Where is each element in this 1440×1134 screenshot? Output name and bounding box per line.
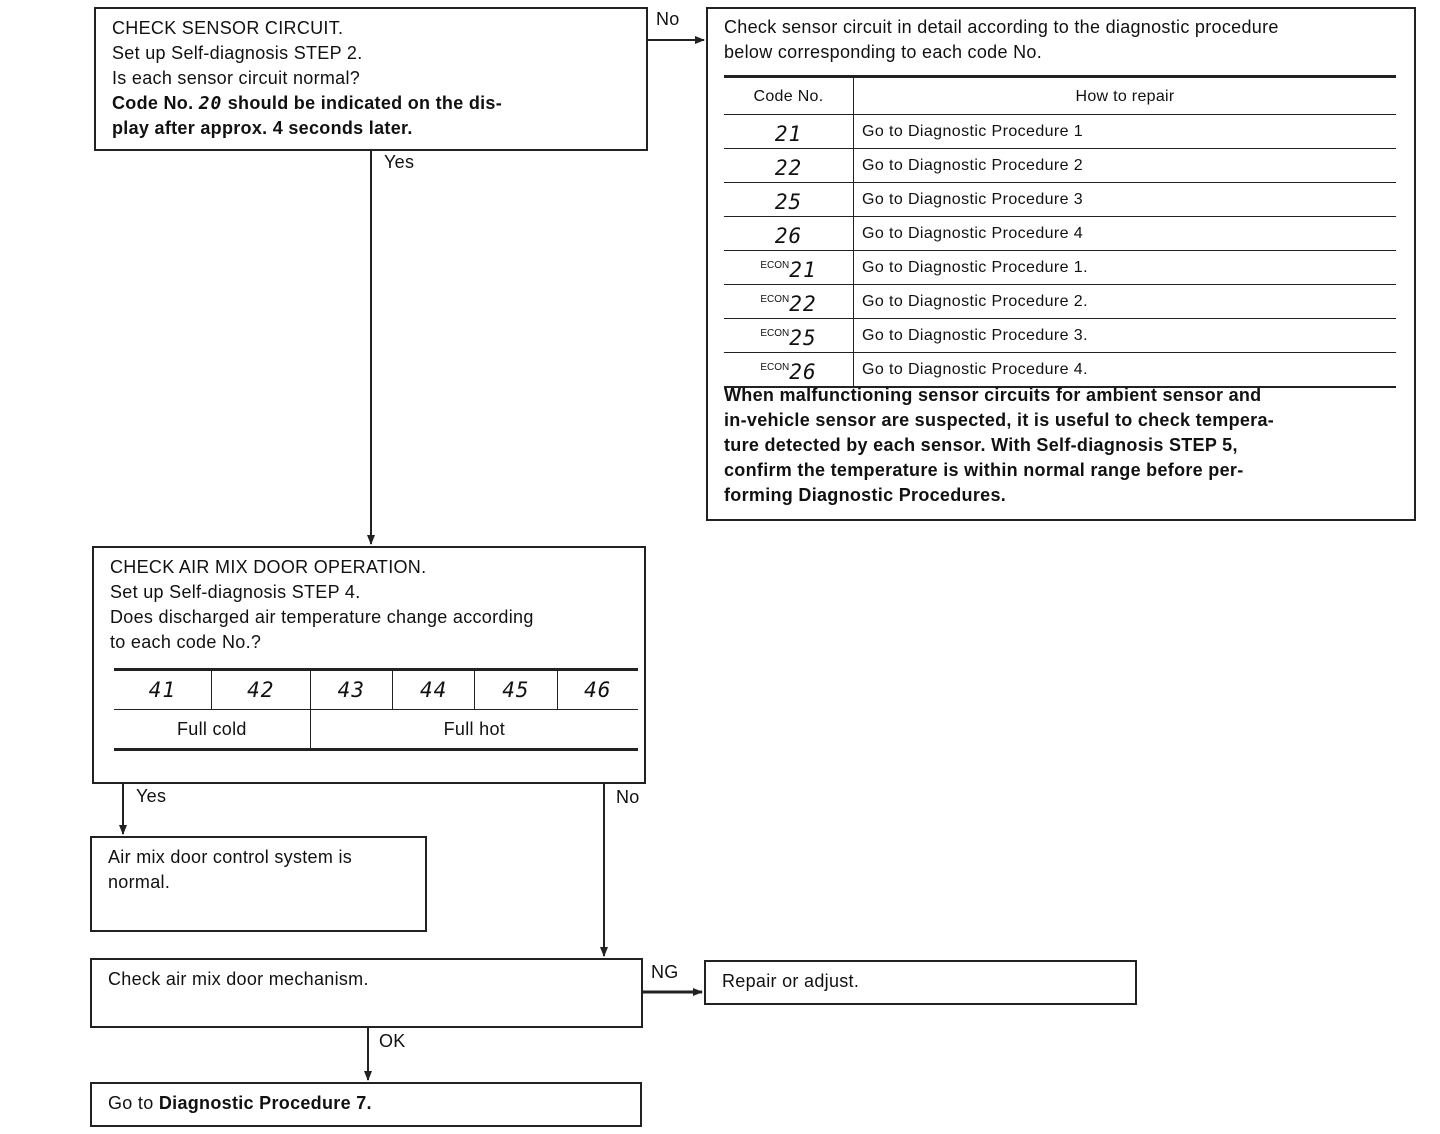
box5-text: Check air mix door mechanism.: [108, 969, 369, 989]
code-table-row: [724, 353, 1396, 388]
mode-code-cell: 46: [557, 670, 638, 710]
mode-full-hot: Full hot: [310, 710, 638, 750]
repair-cell: Go to Diagnostic Procedure 3.: [854, 319, 1397, 353]
code-value: 22: [774, 155, 803, 180]
code-cell: [724, 183, 854, 217]
code-table-row: [724, 149, 1396, 183]
header-code-no: Code No.: [724, 77, 854, 115]
note-line: ture detected by each sensor. With Self-diagnosis STEP 5,: [724, 435, 1238, 455]
repair-cell: Go to Diagnostic Procedure 1: [854, 115, 1397, 149]
econ-prefix: ECON: [760, 259, 790, 271]
code-table-row: [724, 217, 1396, 251]
mode-full-cold: Full cold: [114, 710, 310, 750]
mode-code-cell: 43: [310, 670, 392, 710]
note-line: in-vehicle sensor are suspected, it is useful to check tempera-: [724, 410, 1275, 430]
code-cell: [724, 251, 854, 285]
box3-question-line2: to each code No.?: [110, 632, 262, 652]
repair-cell: Go to Diagnostic Procedure 1.: [854, 251, 1397, 285]
box3-question-line1: Does discharged air temperature change according: [110, 607, 534, 627]
code-value: 25: [789, 325, 817, 350]
sensor-detail-box: [706, 7, 1416, 521]
air-mix-normal-box: [90, 836, 427, 932]
label-no-top: No: [656, 9, 680, 29]
box4-line2: normal.: [108, 872, 171, 892]
code-value: 22: [789, 291, 817, 316]
note-line: confirm the temperature is within normal range before per-: [724, 460, 1244, 480]
box2-intro-line1: Check sensor circuit in detail according to the diagnostic procedure: [724, 17, 1279, 37]
mode-code-cell: 44: [392, 670, 474, 710]
code-value: 26: [789, 359, 817, 384]
box1-instruction-rest: should be indicated on the dis-: [227, 93, 503, 113]
label-yes-top: Yes: [384, 152, 415, 172]
box1-code: 20: [198, 93, 223, 114]
box3-step: Set up Self-diagnosis STEP 4.: [110, 582, 361, 602]
code-cell: [724, 353, 854, 388]
repair-cell: Go to Diagnostic Procedure 4.: [854, 353, 1397, 388]
label-yes-mid: Yes: [136, 786, 167, 806]
code-cell: [724, 149, 854, 183]
code-value: 21: [789, 257, 817, 282]
code-table-row: [724, 115, 1396, 149]
repair-cell: Go to Diagnostic Procedure 3: [854, 183, 1397, 217]
box1-code-prefix: Code No.: [112, 93, 194, 113]
box1-question: Is each sensor circuit normal?: [112, 68, 361, 88]
check-air-mix-door-box: [92, 546, 646, 784]
code-table-row: [724, 319, 1396, 353]
box7-procedure: Diagnostic Procedure 7.: [158, 1093, 372, 1113]
box1-instruction-line2: play after approx. 4 seconds later.: [112, 118, 413, 138]
code-repair-table: [724, 75, 1396, 388]
box1-title: CHECK SENSOR CIRCUIT.: [112, 18, 344, 38]
code-mode-table: [114, 668, 638, 751]
code-cell: [724, 217, 854, 251]
mode-code-cell: 41: [114, 670, 211, 710]
label-no-mid: No: [616, 787, 640, 807]
box2-intro-line2: below corresponding to each code No.: [724, 42, 1042, 62]
box1-instruction: [112, 91, 630, 116]
code-value: 25: [774, 189, 803, 214]
note-line: forming Diagnostic Procedures.: [724, 485, 1007, 505]
code-value: 21: [774, 121, 803, 146]
mode-code-cell: 45: [475, 670, 557, 710]
code-table-row: [724, 251, 1396, 285]
code-table-row: [724, 285, 1396, 319]
box2-note: [724, 383, 1404, 508]
code-cell: [724, 285, 854, 319]
box6-text: Repair or adjust.: [722, 971, 860, 991]
box7-prefix: Go to: [108, 1093, 154, 1113]
check-mechanism-box: [90, 958, 643, 1028]
code-cell: [724, 115, 854, 149]
code-value: 26: [774, 223, 803, 248]
econ-prefix: ECON: [760, 361, 790, 373]
econ-prefix: ECON: [760, 293, 790, 305]
repair-cell: Go to Diagnostic Procedure 2.: [854, 285, 1397, 319]
repair-cell: Go to Diagnostic Procedure 2: [854, 149, 1397, 183]
label-ng: NG: [651, 962, 679, 982]
code-cell: [724, 319, 854, 353]
header-how-to-repair: How to repair: [854, 77, 1397, 115]
box1-step: Set up Self-diagnosis STEP 2.: [112, 43, 363, 63]
repair-cell: Go to Diagnostic Procedure 4: [854, 217, 1397, 251]
go-to-procedure-box: [90, 1082, 642, 1127]
code-table-row: [724, 183, 1396, 217]
check-sensor-circuit-box: [94, 7, 648, 151]
repair-adjust-box: [704, 960, 1137, 1005]
note-line: When malfunctioning sensor circuits for ambient sensor and: [724, 385, 1262, 405]
econ-prefix: ECON: [760, 327, 790, 339]
mode-code-cell: 42: [211, 670, 310, 710]
label-ok: OK: [379, 1031, 406, 1051]
box3-title: CHECK AIR MIX DOOR OPERATION.: [110, 557, 427, 577]
box4-line1: Air mix door control system is: [108, 847, 353, 867]
